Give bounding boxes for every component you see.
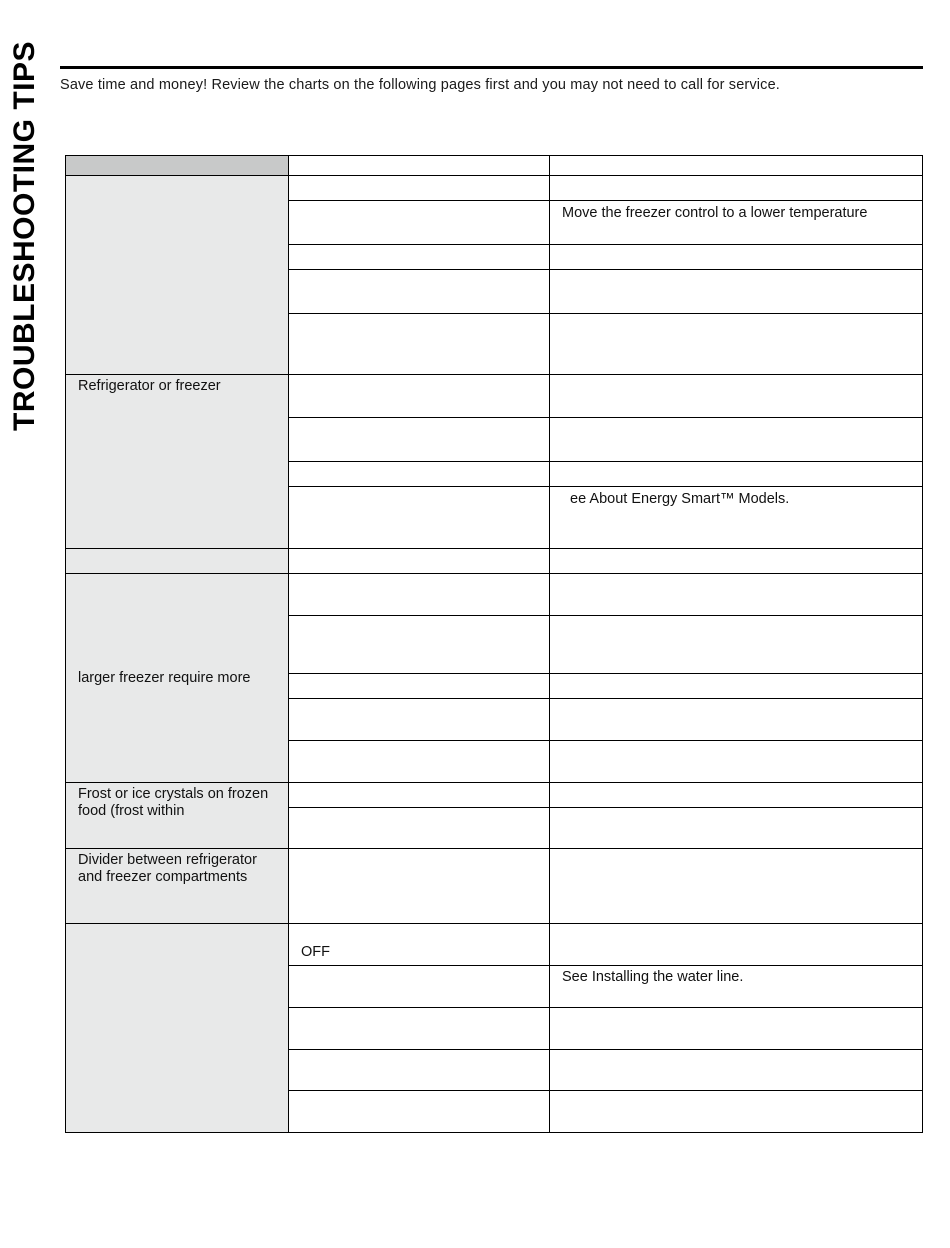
- problem-cell: [66, 176, 289, 375]
- problem-cell: Frost or ice crystals on frozen food (frost within: [66, 783, 289, 849]
- cause-cell: [289, 574, 550, 616]
- cause-cell: [289, 699, 550, 741]
- fix-cell: [550, 375, 923, 418]
- fix-cell: [550, 741, 923, 783]
- fix-cell: [550, 616, 923, 674]
- table-row: [66, 176, 923, 201]
- problem-cell: [66, 924, 289, 1133]
- table-row: [66, 783, 923, 808]
- header-cell-problem: [66, 156, 289, 176]
- table-row: [66, 549, 923, 574]
- fix-cell: [550, 462, 923, 487]
- troubleshooting-table: [65, 155, 923, 1133]
- cause-cell: [289, 201, 550, 245]
- fix-cell: [550, 699, 923, 741]
- fix-cell: [550, 314, 923, 375]
- cause-cell: [289, 270, 550, 314]
- cause-cell: [289, 176, 550, 201]
- header-cell-fix: [550, 156, 923, 176]
- fix-cell: [550, 674, 923, 699]
- fix-cell: [550, 924, 923, 966]
- fix-cell: See Installing the water line.: [550, 966, 923, 1008]
- cause-cell: [289, 549, 550, 574]
- fix-cell: ee About Energy Smart™ Models.: [550, 487, 923, 549]
- cause-cell: [289, 418, 550, 462]
- fix-cell: [550, 270, 923, 314]
- fix-cell: [550, 783, 923, 808]
- cause-cell: [289, 674, 550, 699]
- cause-cell: [289, 245, 550, 270]
- side-title-text: TROUBLESHOOTING TIPS: [8, 40, 41, 432]
- cause-cell: OFF: [289, 924, 550, 966]
- table-row: [66, 574, 923, 616]
- table-header-row: [66, 156, 923, 176]
- cause-cell: [289, 375, 550, 418]
- cause-cell: [289, 1091, 550, 1133]
- fix-cell: [550, 808, 923, 849]
- cause-cell: [289, 1050, 550, 1091]
- side-section-title: [8, 26, 42, 446]
- problem-cell: Refrigerator or freezer: [66, 375, 289, 549]
- fix-cell: [550, 245, 923, 270]
- table-row: [66, 849, 923, 924]
- fix-cell: [550, 549, 923, 574]
- fix-cell: [550, 176, 923, 201]
- problem-cell: larger freezer require more: [66, 574, 289, 783]
- cause-cell: [289, 487, 550, 549]
- cause-cell: [289, 616, 550, 674]
- fix-cell: [550, 574, 923, 616]
- cause-cell: [289, 966, 550, 1008]
- table-row: [66, 375, 923, 418]
- intro-text: Save time and money! Review the charts on the following pages first and you may not need to call for service.: [60, 77, 780, 93]
- table-row: [66, 924, 923, 966]
- problem-cell: Divider between refrigerator and freezer compartments: [66, 849, 289, 924]
- problem-cell: [66, 549, 289, 574]
- cause-cell: [289, 849, 550, 924]
- cause-cell: [289, 1008, 550, 1050]
- cause-cell: [289, 314, 550, 375]
- header-cell-cause: [289, 156, 550, 176]
- fix-cell: [550, 849, 923, 924]
- fix-cell: [550, 418, 923, 462]
- fix-cell: [550, 1008, 923, 1050]
- cause-cell: [289, 808, 550, 849]
- cause-cell: [289, 462, 550, 487]
- fix-cell: [550, 1050, 923, 1091]
- cause-cell: [289, 783, 550, 808]
- fix-cell: [550, 1091, 923, 1133]
- fix-cell: Move the freezer control to a lower temperature: [550, 201, 923, 245]
- cause-cell: [289, 741, 550, 783]
- top-rule: [60, 66, 923, 69]
